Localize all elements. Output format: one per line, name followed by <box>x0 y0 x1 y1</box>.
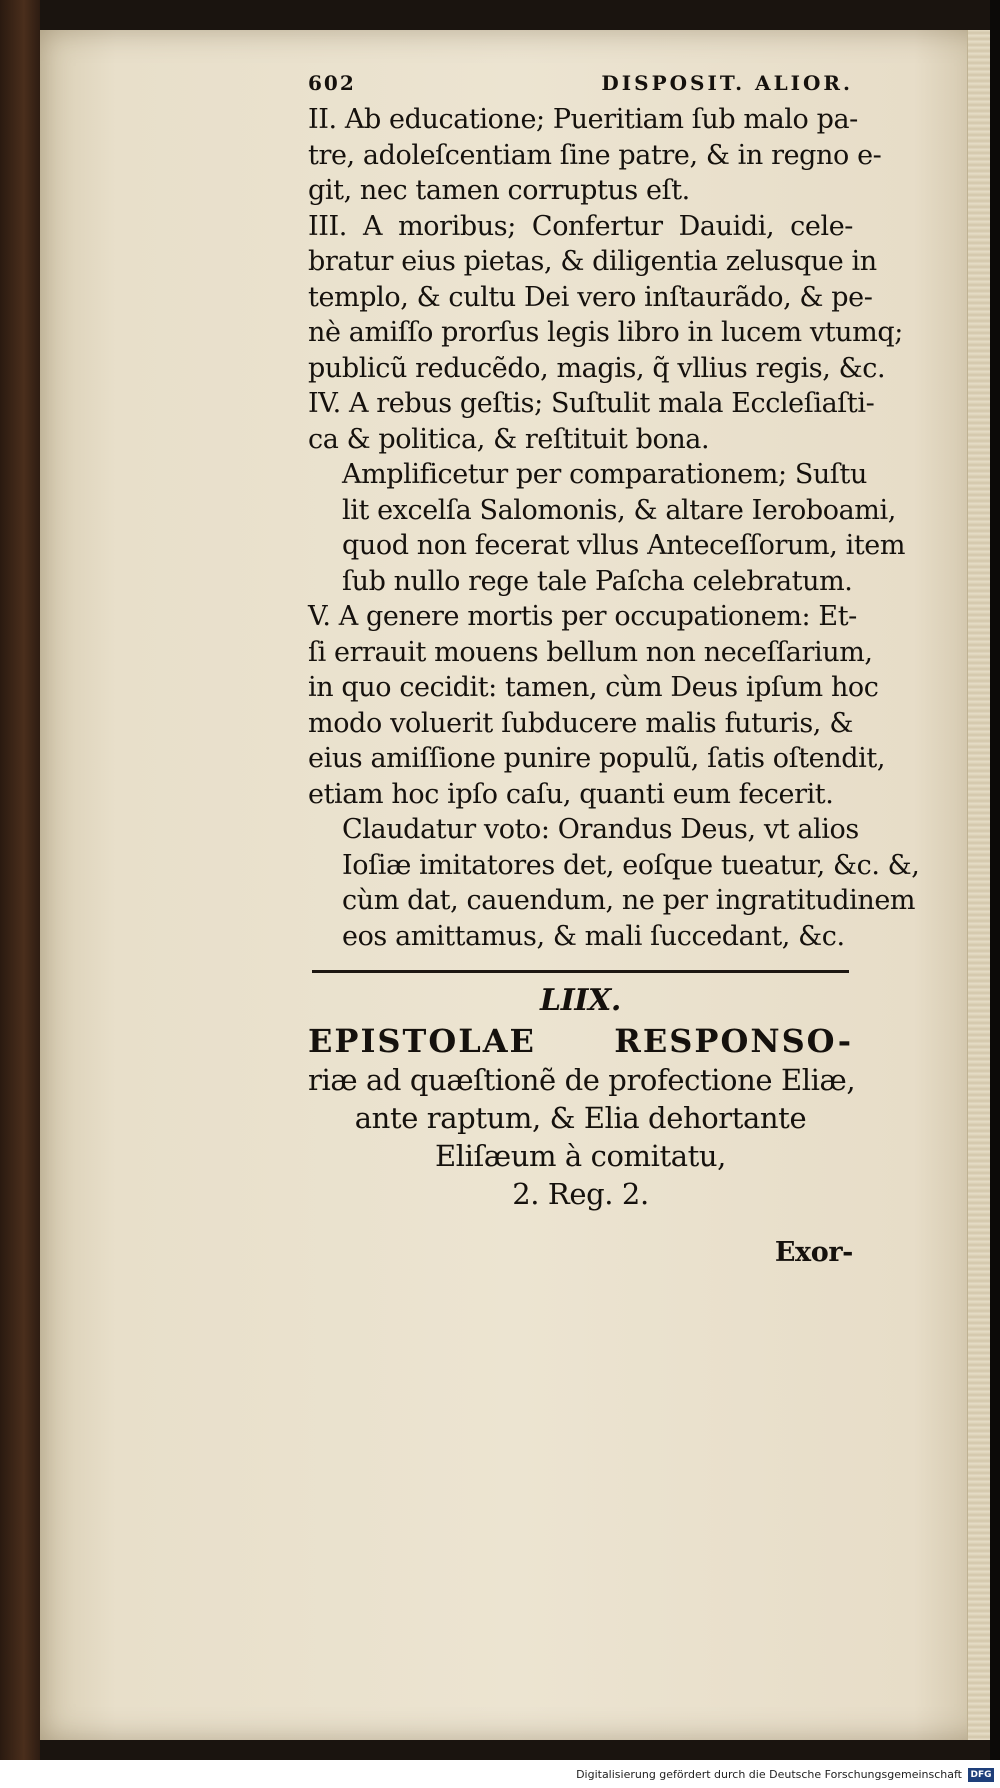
text-line: bratur eius pietas, & diligentia zelusque in <box>308 246 877 277</box>
section-title: EPISTOLAE RESPONSO- <box>308 1022 853 1060</box>
text-line: tre, adoleſcentiam ſine patre, & in regno e- <box>308 139 882 171</box>
text-line: ca & politica, & reſtituit bona. <box>308 423 710 455</box>
text-line: in quo cecidit: tamen, cùm Deus ipſum hoc <box>308 672 879 703</box>
paragraph <box>308 209 903 387</box>
text-line: eos amittamus, & mali ſuccedant, &c. <box>342 920 845 952</box>
paragraph <box>308 599 886 812</box>
running-head <box>308 64 853 102</box>
text-line: git, nec tamen corruptus eſt. <box>308 175 690 206</box>
text-line: templo, & cultu Dei vero inſtaurãdo, & pe- <box>308 281 873 313</box>
paragraph <box>308 102 882 209</box>
text-line: eius amiſſione punire populũ, ſatis oſtendit, <box>308 743 886 774</box>
text-line: V. A genere mortis per occupationem: Et- <box>308 601 857 632</box>
text-line: etiam hoc ipſo caſu, quanti eum fecerit. <box>308 778 834 810</box>
text-line: lit excelſa Salomonis, & altare Ieroboami, <box>342 494 896 526</box>
scan-border-right <box>990 0 1000 1760</box>
section-subtitle <box>308 1061 856 1213</box>
page-edges <box>967 30 990 1740</box>
text-line: quod non fecerat vllus Anteceſſorum, item <box>342 530 906 561</box>
section-rule <box>312 970 849 973</box>
paragraph <box>308 457 906 599</box>
text-line: nè amiſſo prorſus legis libro in lucem vtumq; <box>308 317 903 348</box>
page-text <box>308 64 920 1270</box>
text-line: Claudatur voto: Orandus Deus, vt alios <box>342 814 859 845</box>
section-subtitle-line: riæ ad quæſtionẽ de profectione Eliæ, <box>308 1063 856 1097</box>
footer-bar <box>0 1760 1000 1788</box>
section-number: LIIX. <box>540 983 621 1018</box>
text-line: Amplificetur per comparationem; Suſtu <box>342 459 867 490</box>
text-line: IV. A rebus geſtis; Suſtulit mala Eccleſiaſti- <box>308 388 875 419</box>
catchword: Exor- <box>774 1237 853 1268</box>
paragraph <box>308 386 875 457</box>
page-number: 602 <box>308 71 356 95</box>
book-cover-edge <box>0 0 40 1760</box>
text-line: Ioſiæ imitatores det, eoſque tueatur, &c. &, <box>342 849 920 881</box>
text-line: III. A moribus; Confertur Dauidi, cele- <box>308 210 853 242</box>
section-subtitle-line: ante raptum, & Elia dehortante <box>354 1101 807 1135</box>
text-line: modo voluerit ſubducere malis futuris, & <box>308 707 853 739</box>
body-paragraphs <box>308 102 920 954</box>
funding-credit: Digitalisierung gefördert durch die Deutsche Forschungsgemeinschaft <box>576 1768 962 1781</box>
section-subtitle-line: Eliſæum à comitatu, <box>435 1139 726 1173</box>
text-line: publicũ reducẽdo, magis, q̃ vllius regis, &c. <box>308 352 886 384</box>
text-line: II. Ab educatione; Pueritiam ſub malo pa- <box>308 104 858 135</box>
paragraph <box>308 812 920 954</box>
dfg-logo-icon: DFG <box>968 1768 994 1782</box>
running-title: DISPOSIT. ALIOR. <box>601 71 853 95</box>
text-line: ſub nullo rege tale Paſcha celebratum. <box>342 565 853 597</box>
section-subtitle-line: 2. Reg. 2. <box>512 1177 649 1211</box>
text-line: cùm dat, cauendum, ne per ingratitudinem <box>342 885 916 916</box>
text-line: ſi errauit mouens bellum non neceſſarium, <box>308 636 873 668</box>
